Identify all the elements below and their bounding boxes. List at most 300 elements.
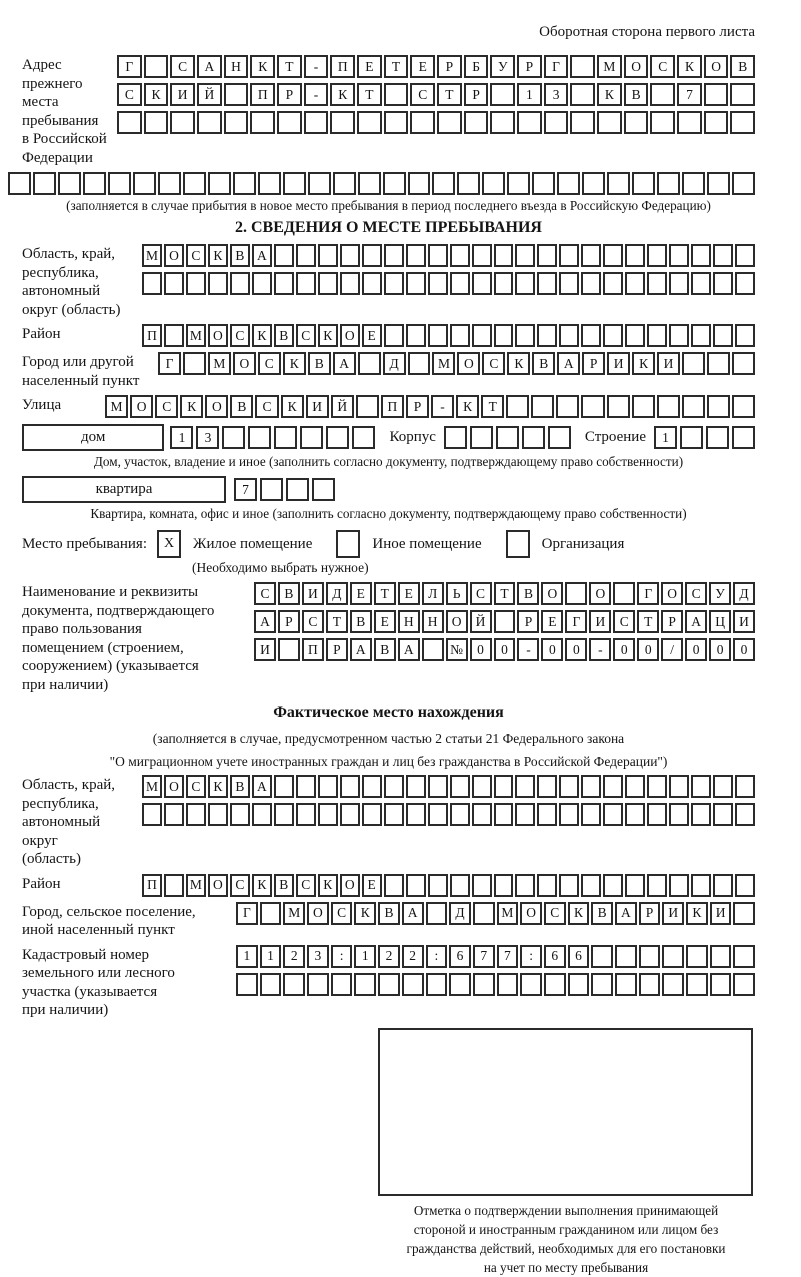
char-cell[interactable]: [260, 973, 282, 996]
char-cell[interactable]: [597, 111, 622, 134]
char-cell[interactable]: [515, 803, 535, 826]
char-cell[interactable]: [340, 244, 360, 267]
char-cell[interactable]: [515, 324, 535, 347]
char-cell[interactable]: [286, 478, 309, 501]
char-cell[interactable]: [657, 172, 680, 195]
char-cell[interactable]: [565, 582, 587, 605]
char-cell[interactable]: М: [186, 874, 206, 897]
char-cell[interactable]: [283, 172, 306, 195]
char-cell[interactable]: [515, 244, 535, 267]
char-cell[interactable]: -: [304, 83, 329, 106]
char-cell[interactable]: [662, 945, 684, 968]
char-cell[interactable]: [497, 973, 519, 996]
char-cell[interactable]: [570, 55, 595, 78]
char-cell[interactable]: [625, 874, 645, 897]
char-cell[interactable]: В: [308, 352, 331, 375]
char-cell[interactable]: [625, 324, 645, 347]
char-cell[interactable]: [428, 775, 448, 798]
char-cell[interactable]: 6: [449, 945, 471, 968]
char-cell[interactable]: [208, 272, 228, 295]
char-cell[interactable]: [570, 83, 595, 106]
char-cell[interactable]: [274, 272, 294, 295]
char-cell[interactable]: [183, 172, 206, 195]
char-cell[interactable]: [581, 244, 601, 267]
char-cell[interactable]: [537, 324, 557, 347]
char-cell[interactable]: 1: [354, 945, 376, 968]
char-cell[interactable]: [735, 244, 755, 267]
char-cell[interactable]: С: [155, 395, 178, 418]
char-cell[interactable]: [581, 803, 601, 826]
char-cell[interactable]: 6: [568, 945, 590, 968]
char-cell[interactable]: К: [252, 324, 272, 347]
char-cell[interactable]: К: [686, 902, 708, 925]
char-cell[interactable]: [470, 426, 493, 449]
char-cell[interactable]: М: [142, 775, 162, 798]
char-cell[interactable]: М: [283, 902, 305, 925]
char-cell[interactable]: [133, 172, 156, 195]
char-cell[interactable]: [669, 324, 689, 347]
char-cell[interactable]: [691, 803, 711, 826]
char-cell[interactable]: [707, 172, 730, 195]
char-cell[interactable]: 0: [733, 638, 755, 661]
char-cell[interactable]: [428, 244, 448, 267]
char-cell[interactable]: О: [233, 352, 256, 375]
char-cell[interactable]: [472, 803, 492, 826]
char-cell[interactable]: В: [278, 582, 300, 605]
char-cell[interactable]: [625, 803, 645, 826]
char-cell[interactable]: [473, 902, 495, 925]
char-cell[interactable]: С: [482, 352, 505, 375]
char-cell[interactable]: [428, 272, 448, 295]
char-cell[interactable]: В: [350, 610, 372, 633]
char-cell[interactable]: О: [340, 874, 360, 897]
char-cell[interactable]: Д: [383, 352, 406, 375]
char-cell[interactable]: [170, 111, 195, 134]
char-cell[interactable]: П: [250, 83, 275, 106]
char-cell[interactable]: Р: [517, 55, 542, 78]
char-cell[interactable]: [544, 111, 569, 134]
char-cell[interactable]: Л: [422, 582, 444, 605]
char-cell[interactable]: [410, 111, 435, 134]
char-cell[interactable]: К: [354, 902, 376, 925]
char-cell[interactable]: С: [544, 902, 566, 925]
char-cell[interactable]: [713, 244, 733, 267]
char-cell[interactable]: [615, 973, 637, 996]
char-cell[interactable]: [522, 426, 545, 449]
char-cell[interactable]: [144, 111, 169, 134]
char-cell[interactable]: [402, 973, 424, 996]
char-cell[interactable]: [384, 272, 404, 295]
char-cell[interactable]: [507, 172, 530, 195]
char-cell[interactable]: [236, 973, 258, 996]
char-cell[interactable]: М: [432, 352, 455, 375]
char-cell[interactable]: [625, 775, 645, 798]
char-cell[interactable]: [632, 172, 655, 195]
char-cell[interactable]: [682, 352, 705, 375]
char-cell[interactable]: К: [568, 902, 590, 925]
char-cell[interactable]: [735, 874, 755, 897]
char-cell[interactable]: [537, 775, 557, 798]
char-cell[interactable]: [710, 973, 732, 996]
char-cell[interactable]: [260, 478, 283, 501]
char-cell[interactable]: Д: [326, 582, 348, 605]
char-cell[interactable]: [362, 272, 382, 295]
char-cell[interactable]: Н: [224, 55, 249, 78]
char-cell[interactable]: О: [457, 352, 480, 375]
char-cell[interactable]: [686, 973, 708, 996]
char-cell[interactable]: [710, 945, 732, 968]
char-cell[interactable]: [669, 272, 689, 295]
char-cell[interactable]: [494, 272, 514, 295]
char-cell[interactable]: [482, 172, 505, 195]
char-cell[interactable]: [164, 874, 184, 897]
char-cell[interactable]: [691, 874, 711, 897]
char-cell[interactable]: [632, 395, 655, 418]
char-cell[interactable]: 6: [544, 945, 566, 968]
char-cell[interactable]: В: [274, 874, 294, 897]
char-cell[interactable]: [183, 352, 206, 375]
char-cell[interactable]: Г: [544, 55, 569, 78]
char-cell[interactable]: А: [557, 352, 580, 375]
char-cell[interactable]: Й: [331, 395, 354, 418]
char-cell[interactable]: [362, 244, 382, 267]
char-cell[interactable]: У: [709, 582, 731, 605]
char-cell[interactable]: [669, 874, 689, 897]
char-cell[interactable]: [318, 244, 338, 267]
char-cell[interactable]: И: [302, 582, 324, 605]
char-cell[interactable]: [669, 775, 689, 798]
char-cell[interactable]: Й: [470, 610, 492, 633]
char-cell[interactable]: [556, 395, 579, 418]
char-cell[interactable]: [296, 775, 316, 798]
char-cell[interactable]: П: [142, 874, 162, 897]
char-cell[interactable]: [704, 111, 729, 134]
char-cell[interactable]: [117, 111, 142, 134]
char-cell[interactable]: И: [710, 902, 732, 925]
char-cell[interactable]: [537, 803, 557, 826]
char-cell[interactable]: С: [117, 83, 142, 106]
char-cell[interactable]: Е: [362, 324, 382, 347]
char-cell[interactable]: В: [374, 638, 396, 661]
char-cell[interactable]: [713, 272, 733, 295]
char-cell[interactable]: [449, 973, 471, 996]
char-cell[interactable]: К: [632, 352, 655, 375]
char-cell[interactable]: С: [296, 324, 316, 347]
char-cell[interactable]: О: [164, 244, 184, 267]
char-cell[interactable]: [340, 803, 360, 826]
char-cell[interactable]: В: [230, 775, 250, 798]
char-cell[interactable]: [532, 172, 555, 195]
char-cell[interactable]: [735, 324, 755, 347]
char-cell[interactable]: С: [230, 324, 250, 347]
char-cell[interactable]: С: [650, 55, 675, 78]
char-cell[interactable]: [603, 874, 623, 897]
char-cell[interactable]: [318, 775, 338, 798]
char-cell[interactable]: [557, 172, 580, 195]
char-cell[interactable]: [733, 973, 755, 996]
char-cell[interactable]: 3: [307, 945, 329, 968]
char-cell[interactable]: Г: [236, 902, 258, 925]
char-cell[interactable]: В: [274, 324, 294, 347]
char-cell[interactable]: О: [205, 395, 228, 418]
char-cell[interactable]: Т: [277, 55, 302, 78]
char-cell[interactable]: К: [318, 324, 338, 347]
char-cell[interactable]: Е: [398, 582, 420, 605]
char-cell[interactable]: Д: [733, 582, 755, 605]
char-cell[interactable]: [691, 324, 711, 347]
char-cell[interactable]: Е: [357, 55, 382, 78]
char-cell[interactable]: [422, 638, 444, 661]
char-cell[interactable]: [669, 803, 689, 826]
char-cell[interactable]: 0: [709, 638, 731, 661]
char-cell[interactable]: [677, 111, 702, 134]
char-cell[interactable]: [426, 902, 448, 925]
char-cell[interactable]: [384, 111, 409, 134]
char-cell[interactable]: 7: [497, 945, 519, 968]
char-cell[interactable]: [582, 172, 605, 195]
char-cell[interactable]: [277, 111, 302, 134]
char-cell[interactable]: И: [254, 638, 276, 661]
char-cell[interactable]: [450, 775, 470, 798]
char-cell[interactable]: С: [258, 352, 281, 375]
char-cell[interactable]: [432, 172, 455, 195]
char-cell[interactable]: [384, 244, 404, 267]
char-cell[interactable]: [713, 803, 733, 826]
char-cell[interactable]: [686, 945, 708, 968]
char-cell[interactable]: Г: [158, 352, 181, 375]
char-cell[interactable]: [647, 803, 667, 826]
char-cell[interactable]: К: [318, 874, 338, 897]
char-cell[interactable]: [352, 426, 375, 449]
char-cell[interactable]: [450, 874, 470, 897]
char-cell[interactable]: 0: [685, 638, 707, 661]
char-cell[interactable]: [537, 874, 557, 897]
char-cell[interactable]: [691, 272, 711, 295]
char-cell[interactable]: Р: [437, 55, 462, 78]
char-cell[interactable]: Е: [410, 55, 435, 78]
char-cell[interactable]: В: [624, 83, 649, 106]
char-cell[interactable]: [318, 803, 338, 826]
char-cell[interactable]: А: [350, 638, 372, 661]
char-cell[interactable]: [356, 395, 379, 418]
char-cell[interactable]: Р: [661, 610, 683, 633]
char-cell[interactable]: [581, 395, 604, 418]
char-cell[interactable]: М: [497, 902, 519, 925]
char-cell[interactable]: С: [230, 874, 250, 897]
char-cell[interactable]: А: [402, 902, 424, 925]
char-cell[interactable]: [537, 272, 557, 295]
char-cell[interactable]: Ь: [446, 582, 468, 605]
char-cell[interactable]: /: [661, 638, 683, 661]
char-cell[interactable]: [208, 803, 228, 826]
char-cell[interactable]: 1: [517, 83, 542, 106]
char-cell[interactable]: В: [517, 582, 539, 605]
char-cell[interactable]: А: [685, 610, 707, 633]
char-cell[interactable]: [428, 324, 448, 347]
char-cell[interactable]: [691, 244, 711, 267]
char-cell[interactable]: 0: [613, 638, 635, 661]
char-cell[interactable]: Т: [637, 610, 659, 633]
char-cell[interactable]: О: [446, 610, 468, 633]
char-cell[interactable]: [735, 803, 755, 826]
char-cell[interactable]: К: [144, 83, 169, 106]
char-cell[interactable]: [607, 395, 630, 418]
char-cell[interactable]: [260, 902, 282, 925]
char-cell[interactable]: Г: [565, 610, 587, 633]
char-cell[interactable]: 7: [473, 945, 495, 968]
char-cell[interactable]: Р: [277, 83, 302, 106]
char-cell[interactable]: [615, 945, 637, 968]
char-cell[interactable]: М: [105, 395, 128, 418]
char-cell[interactable]: [383, 172, 406, 195]
char-cell[interactable]: О: [208, 324, 228, 347]
char-cell[interactable]: [362, 775, 382, 798]
char-cell[interactable]: Е: [541, 610, 563, 633]
char-cell[interactable]: [304, 111, 329, 134]
char-cell[interactable]: [704, 83, 729, 106]
char-cell[interactable]: Д: [449, 902, 471, 925]
char-cell[interactable]: [537, 244, 557, 267]
char-cell[interactable]: С: [331, 902, 353, 925]
char-cell[interactable]: 1: [260, 945, 282, 968]
char-cell[interactable]: Т: [374, 582, 396, 605]
char-cell[interactable]: [248, 426, 271, 449]
char-cell[interactable]: К: [250, 55, 275, 78]
char-cell[interactable]: [224, 83, 249, 106]
char-cell[interactable]: [428, 803, 448, 826]
char-cell[interactable]: К: [597, 83, 622, 106]
char-cell[interactable]: [457, 172, 480, 195]
char-cell[interactable]: [144, 55, 169, 78]
char-cell[interactable]: [559, 272, 579, 295]
char-cell[interactable]: 1: [654, 426, 677, 449]
char-cell[interactable]: [647, 272, 667, 295]
char-cell[interactable]: [384, 775, 404, 798]
char-cell[interactable]: [186, 803, 206, 826]
char-cell[interactable]: К: [456, 395, 479, 418]
char-cell[interactable]: [568, 973, 590, 996]
char-cell[interactable]: [625, 244, 645, 267]
char-cell[interactable]: [258, 172, 281, 195]
char-cell[interactable]: [559, 803, 579, 826]
char-cell[interactable]: [732, 352, 755, 375]
char-cell[interactable]: 0: [637, 638, 659, 661]
char-cell[interactable]: [250, 111, 275, 134]
char-cell[interactable]: [603, 244, 623, 267]
char-cell[interactable]: [224, 111, 249, 134]
char-cell[interactable]: [274, 775, 294, 798]
char-cell[interactable]: [581, 272, 601, 295]
char-cell[interactable]: 0: [494, 638, 516, 661]
char-cell[interactable]: [473, 973, 495, 996]
char-cell[interactable]: [384, 324, 404, 347]
char-cell[interactable]: В: [591, 902, 613, 925]
char-cell[interactable]: [490, 111, 515, 134]
char-cell[interactable]: [647, 874, 667, 897]
char-cell[interactable]: [581, 324, 601, 347]
char-cell[interactable]: [444, 426, 467, 449]
char-cell[interactable]: О: [541, 582, 563, 605]
char-cell[interactable]: [252, 272, 272, 295]
char-cell[interactable]: [208, 172, 231, 195]
char-cell[interactable]: В: [230, 395, 253, 418]
char-cell[interactable]: [682, 172, 705, 195]
char-cell[interactable]: С: [613, 610, 635, 633]
char-cell[interactable]: [331, 973, 353, 996]
char-cell[interactable]: [581, 775, 601, 798]
char-cell[interactable]: [691, 775, 711, 798]
char-cell[interactable]: [732, 395, 755, 418]
char-cell[interactable]: [559, 874, 579, 897]
char-cell[interactable]: [669, 244, 689, 267]
char-cell[interactable]: [680, 426, 703, 449]
char-cell[interactable]: Р: [406, 395, 429, 418]
char-cell[interactable]: Р: [326, 638, 348, 661]
char-cell[interactable]: [186, 272, 206, 295]
char-cell[interactable]: [607, 172, 630, 195]
char-cell[interactable]: [613, 582, 635, 605]
char-cell[interactable]: [426, 973, 448, 996]
char-cell[interactable]: [233, 172, 256, 195]
char-cell[interactable]: С: [255, 395, 278, 418]
char-cell[interactable]: Р: [639, 902, 661, 925]
char-cell[interactable]: П: [381, 395, 404, 418]
char-cell[interactable]: [312, 478, 335, 501]
char-cell[interactable]: [283, 973, 305, 996]
char-cell[interactable]: [33, 172, 56, 195]
char-cell[interactable]: [230, 272, 250, 295]
char-cell[interactable]: [472, 244, 492, 267]
residential-premises-checkbox[interactable]: X: [157, 530, 181, 558]
char-cell[interactable]: [8, 172, 31, 195]
char-cell[interactable]: [406, 324, 426, 347]
char-cell[interactable]: Т: [494, 582, 516, 605]
char-cell[interactable]: С: [186, 775, 206, 798]
char-cell[interactable]: [406, 803, 426, 826]
char-cell[interactable]: Т: [384, 55, 409, 78]
char-cell[interactable]: [713, 775, 733, 798]
char-cell[interactable]: [406, 244, 426, 267]
char-cell[interactable]: [732, 172, 755, 195]
char-cell[interactable]: [357, 111, 382, 134]
char-cell[interactable]: [437, 111, 462, 134]
char-cell[interactable]: [682, 395, 705, 418]
char-cell[interactable]: [735, 775, 755, 798]
char-cell[interactable]: :: [426, 945, 448, 968]
char-cell[interactable]: [494, 610, 516, 633]
char-cell[interactable]: [296, 244, 316, 267]
char-cell[interactable]: [650, 111, 675, 134]
char-cell[interactable]: [591, 973, 613, 996]
char-cell[interactable]: М: [208, 352, 231, 375]
char-cell[interactable]: [603, 775, 623, 798]
char-cell[interactable]: Н: [398, 610, 420, 633]
char-cell[interactable]: [662, 973, 684, 996]
char-cell[interactable]: [384, 83, 409, 106]
char-cell[interactable]: И: [733, 610, 755, 633]
char-cell[interactable]: [472, 324, 492, 347]
char-cell[interactable]: Р: [464, 83, 489, 106]
char-cell[interactable]: [591, 945, 613, 968]
char-cell[interactable]: [406, 775, 426, 798]
char-cell[interactable]: [450, 272, 470, 295]
char-cell[interactable]: [494, 775, 514, 798]
char-cell[interactable]: [581, 874, 601, 897]
char-cell[interactable]: [559, 324, 579, 347]
char-cell[interactable]: 3: [196, 426, 219, 449]
char-cell[interactable]: [624, 111, 649, 134]
char-cell[interactable]: [494, 324, 514, 347]
